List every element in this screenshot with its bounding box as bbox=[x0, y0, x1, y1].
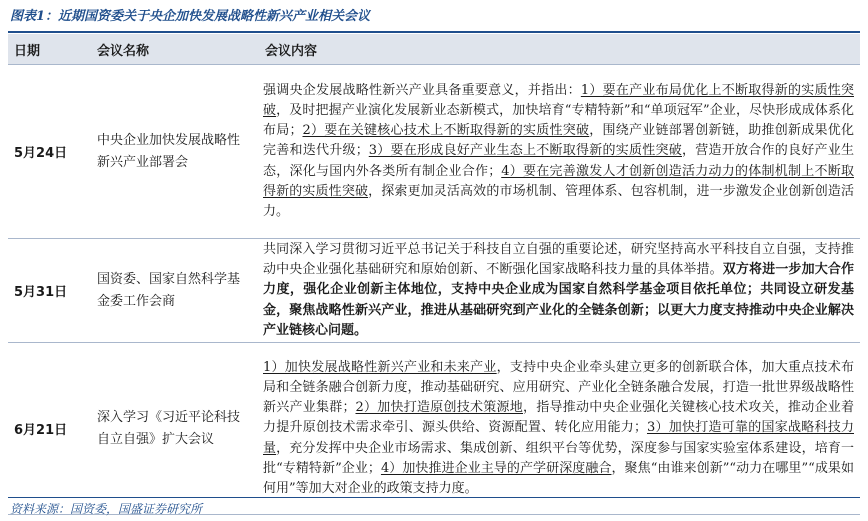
row-content: 1）加快发展战略性新兴产业和未来产业，支持中央企业牵头建立更多的创新联合体，加大重点技术布局和全链条融合创新力度，推动基础研究、应用研究、产业化全链条融合发展，打造一批世界级战略性新兴产业集群；2）加快打造原创技术策源地，指导推动中央企业强化关键核心技术攻关，推动企业着力提升原创技术需求牵引、源头供给、资源配置、转化应用能力；3）加快打造可靠的国家战略科技力量，充分发挥中央企业市场需求、集成创新、组织平台等优势，深度参与国家实验室体系建设，培育一批“专精特新”企业；4）加快推进企业主导的产学研深度融合，聚焦“由谁来创新”“动力在哪里”“成果如何用”等加大对企业的政策支持力度。 bbox=[259, 343, 860, 515]
row-date: 5月31日 bbox=[8, 239, 91, 343]
row-date: 6月21日 bbox=[8, 343, 91, 515]
row-meeting-name: 深入学习《习近平论科技自立自强》扩大会议 bbox=[91, 343, 259, 515]
table-header-row bbox=[8, 34, 860, 65]
table-row bbox=[8, 65, 860, 239]
header-date: 日期 bbox=[8, 34, 91, 65]
table-row bbox=[8, 343, 860, 515]
meetings-table bbox=[8, 34, 860, 515]
title-rule bbox=[8, 31, 860, 33]
footer-rule bbox=[8, 497, 860, 498]
row-content: 共同深入学习贯彻习近平总书记关于科技自立自强的重要论述，研究坚持高水平科技自立自强，支持推动中央企业强化基础研究和原始创新、不断强化国家战略科技力量的具体举措。双方将进一步加大合作力度，强化企业创新主体地位，支持中央企业成为国家自然科学基金项目依托单位；共同设立研发基金，聚焦战略性新兴产业，推进从基础研究到产业化的全链条创新；以更大力度支持推动中央企业解决产业链核心问题。 bbox=[259, 239, 860, 343]
row-meeting-name: 国资委、国家自然科学基金委工作会商 bbox=[91, 239, 259, 343]
table-row bbox=[8, 239, 860, 343]
row-date: 5月24日 bbox=[8, 65, 91, 239]
header-content: 会议内容 bbox=[259, 34, 860, 65]
header-name: 会议名称 bbox=[91, 34, 259, 65]
row-meeting-name: 中央企业加快发展战略性新兴产业部署会 bbox=[91, 65, 259, 239]
row-content: 强调央企发展战略性新兴产业具备重要意义，并指出：1）要在产业布局优化上不断取得新的实质性突破，及时把握产业演化发展新业态新模式，加快培育“专精特新”和“单项冠军”企业，尽快形成成体系化布局；2）要在关键核心技术上不断取得新的实质性突破，围绕产业链部署创新链，助推创新成果优化完善和迭代升级；3）要在形成良好产业生态上不断取得新的实质性突破，营造开放合作的良好产业生态，深化与国内外各类所有制企业合作；4）要在完善激发人才创新创造活力动力的体制机制上不断取得新的实质性突破，探索更加灵活高效的市场机制、管理体系、包容机制，进一步激发企业创新创造活力。 bbox=[259, 65, 860, 239]
source-note: 资料来源：国资委，国盛证券研究所 bbox=[10, 502, 203, 516]
figure-title: 图表1：近期国资委关于央企加快发展战略性新兴产业相关会议 bbox=[10, 9, 371, 24]
